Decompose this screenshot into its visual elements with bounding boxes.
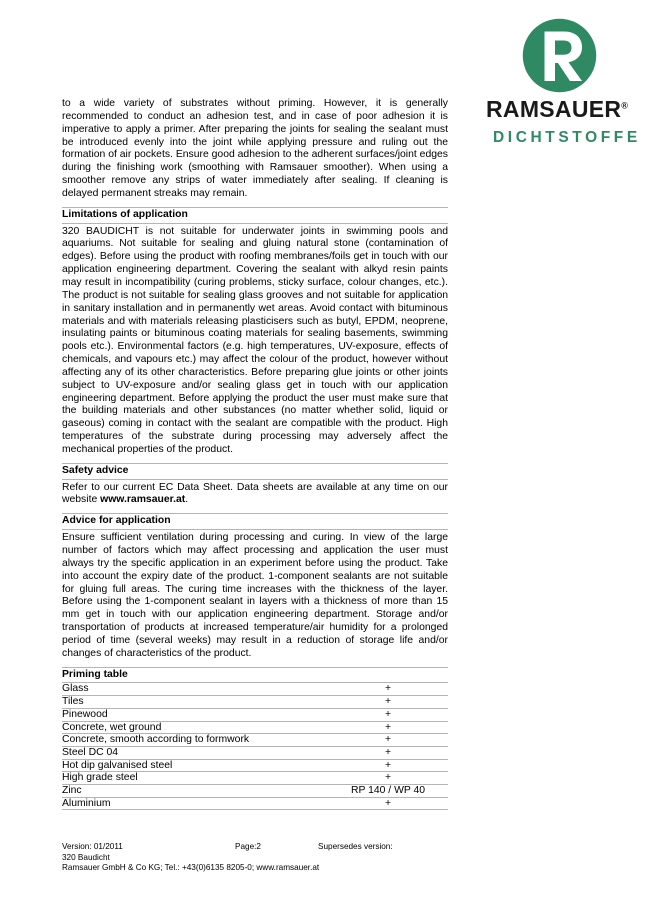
- limitations-paragraph: 320 BAUDICHT is not suitable for underwater joints in swimming pools and aquariums. Not suitable for sealing and gluing natural stone (contamination of edges). Before using the product with roofing membranes/foils get in touch with our application engineering department. Covering the sealant with alkyd resin paints may result in incompatibility (curing problems, sticky surface, colour changes, etc.). The product is not suitable for sealing glass grooves and not suitable for application in sanitary installation and in permanently wet areas. Avoid contact with bituminous materials and with materials releasing plasticisers such as butyl, EPDM, neoprene, insulating paints or bituminous coating materials for sealing basements, swimming pools etc.). Environmental factors (e.g. high temperatures, UV-exposure, effects of chemicals, and vapours etc.) may affect the colour of the product, however without affecting any of its other characteristics. Before preparing glue joints or other joints subject to UV-exposure and/or sealing glass get in touch with our application engineering department. Before applying the product the user must make sure that the building materials and other substances (no matter whether solid, liquid or gaseous) coming in contact with the sealant are compatible with the product. High temperatures of the substrate during processing may adversely affect the mechanical properties of the product.: [62, 225, 448, 455]
- footer-version: Version: 01/2011: [62, 842, 123, 851]
- footer-page: Page:2: [235, 842, 261, 851]
- brand-name: RAMSAUER®: [486, 96, 629, 122]
- safety-heading: Safety advice: [62, 463, 448, 480]
- limitations-heading: Limitations of application: [62, 207, 448, 224]
- brand-subtitle: DICHTSTOFFE: [493, 129, 641, 146]
- footer-product: 320 Baudicht: [62, 852, 110, 862]
- table-row: Pinewood +: [62, 708, 448, 721]
- footer-supersedes: Supersedes version:: [318, 842, 393, 851]
- table-row: Aluminium +: [62, 797, 448, 810]
- table-row: Concrete, smooth according to formwork +: [62, 734, 448, 747]
- table-row: Hot dip galvanised steel +: [62, 759, 448, 772]
- table-row: Zinc RP 140 / WP 40: [62, 785, 448, 798]
- safety-paragraph: Refer to our current EC Data Sheet. Data sheets are available at any time on our website www.ramsauer.at.: [62, 481, 448, 506]
- priming-heading: Priming table: [62, 667, 448, 684]
- document-body: [62, 98, 448, 810]
- table-row: Glass +: [62, 683, 448, 695]
- ramsauer-r-logo-icon: [522, 18, 597, 93]
- website-link[interactable]: www.ramsauer.at: [100, 494, 186, 506]
- advice-paragraph: Ensure sufficient ventilation during processing and curing. In view of the large number of factors which may affect processing and application the user must always try the specific application in an experiment before using the product. Take into account the expiry date of the product. 1-component sealants are not suitable for gluing full areas. The curing time increases with the thickness of the layer. Before using the 1-component sealant in layers with a thickness of more than 15 mm get in touch with our application engineering department. Storage and/or transportation of products at increased temperature/air humidity for a prolonged period of time (several weeks) may result in a reduction of storage life and/or changes of characteristics of the product.: [62, 532, 448, 659]
- footer-company: Ramsauer GmbH & Co KG; Tel.: +43(0)6135 8205-0; www.ramsauer.at: [62, 863, 320, 873]
- priming-table: [62, 683, 448, 810]
- table-row: Concrete, wet ground +: [62, 721, 448, 734]
- table-row: High grade steel +: [62, 772, 448, 785]
- table-row: Tiles +: [62, 696, 448, 709]
- advice-heading: Advice for application: [62, 513, 448, 530]
- company-logo: [484, 18, 641, 153]
- intro-paragraph: to a wide variety of substrates without priming. However, it is generally recommended to conduct an adhesion test, and in case of poor adhesion it is imperative to apply a primer. After preparing the joints for sealing the sealant must be introduced evenly into the joint while applying pressure and ruling out the formation of air pockets. Ensure good adhesion to the adherent surfaces/joint edges during the finishing work (smoothing with Ramsauer smoother). When using a smoother remove any strips of water immediately after sealing. If cleaning is delayed permanent streaks may remain.: [62, 98, 448, 199]
- page-footer: [62, 842, 462, 874]
- table-row: Steel DC 04 +: [62, 746, 448, 759]
